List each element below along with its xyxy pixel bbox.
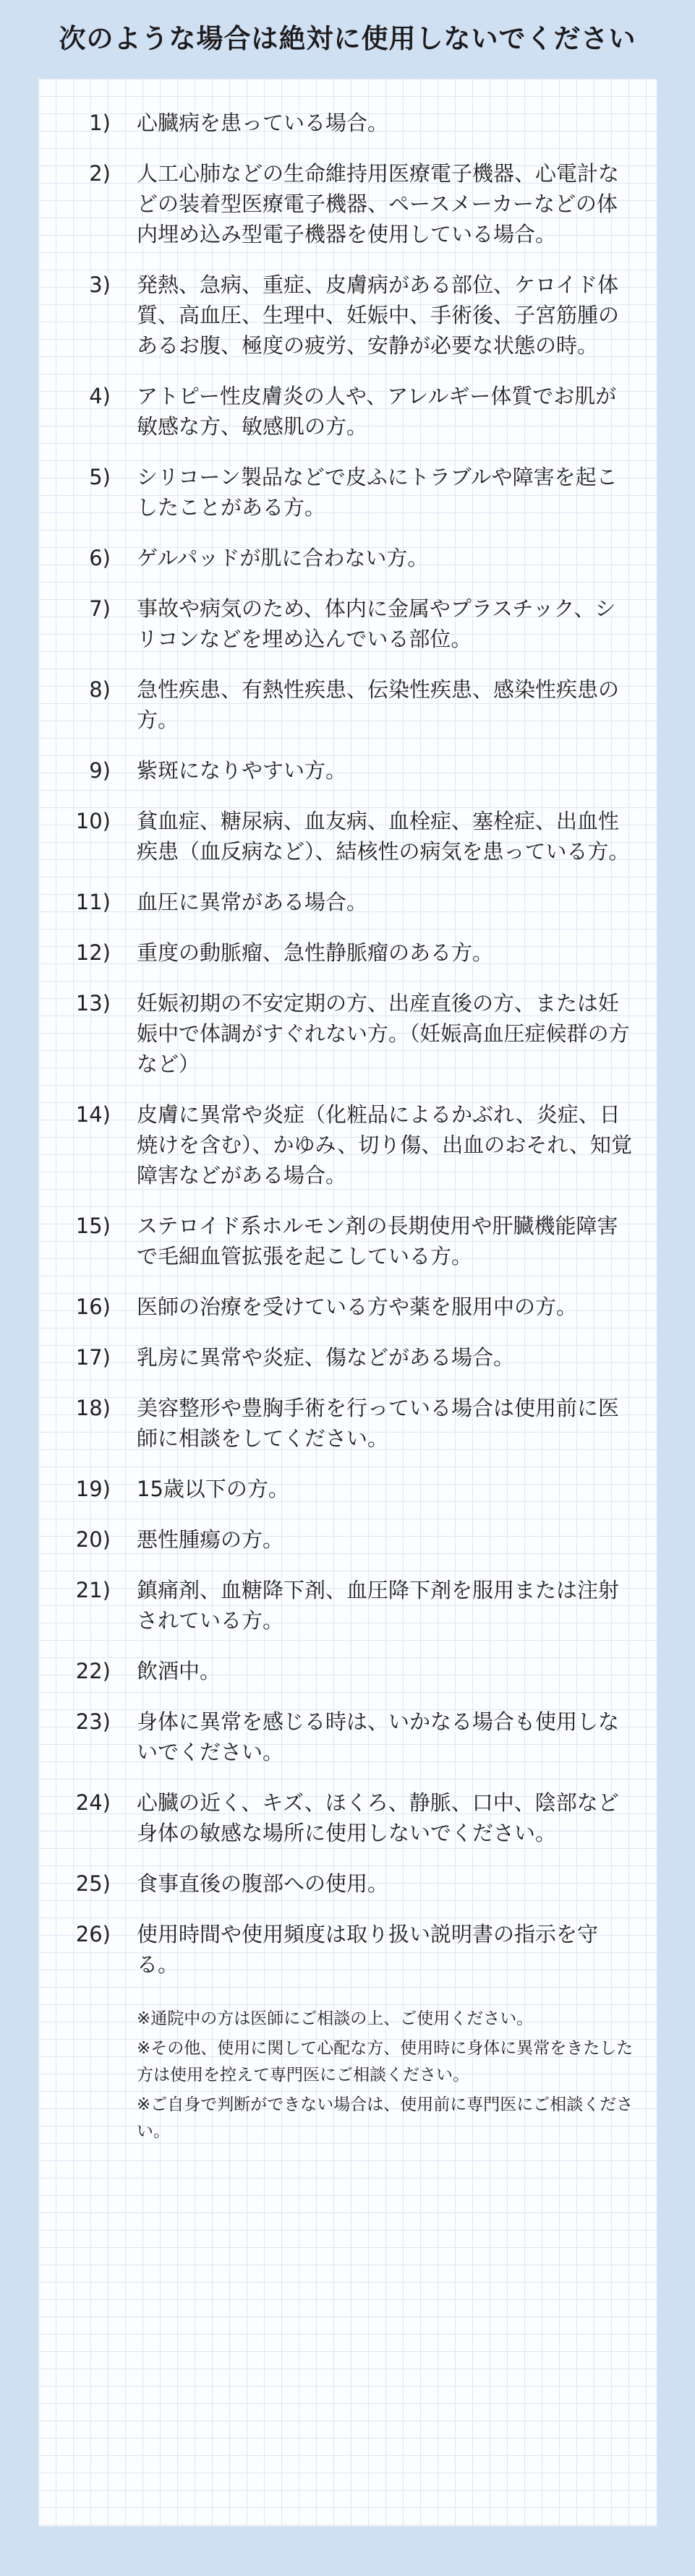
item-number: 1) (89, 111, 111, 135)
note: ※ご自身で判断ができない場合は、使用前に専門医にご相談ください。 (137, 2095, 634, 2141)
list-item (59, 887, 635, 917)
note: ※その他、使用に関して心配な方、使用時に身体に異常をきたした方は使用を控えて専門医にご相談ください。 (137, 2039, 634, 2085)
list-item (59, 270, 635, 361)
list-item (59, 543, 635, 573)
list-item (59, 1524, 635, 1555)
item-number: 9) (89, 758, 111, 783)
list-item (59, 988, 635, 1079)
item-number: 13) (75, 991, 111, 1016)
item-text: シリコーン製品などで皮ふにトラブルや障害を起こしたことがある方。 (137, 465, 618, 520)
item-text: 妊娠初期の不安定期の方、出産直後の方、または妊娠中で体調がすぐれない方。（妊娠高血圧症候群の方など） (137, 991, 630, 1076)
item-text: 紫斑になりやすい方。 (137, 758, 347, 783)
list-item (59, 937, 635, 968)
list-item (59, 593, 635, 654)
item-text: 心臓病を患っている場合。 (137, 111, 389, 135)
item-number: 19) (75, 1477, 111, 1501)
item-number: 12) (75, 940, 111, 965)
item-text: 血圧に異常がある場合。 (137, 890, 368, 914)
item-text: 15歳以下の方。 (137, 1477, 289, 1501)
item-number: 10) (75, 809, 111, 833)
note: ※通院中の方は医師にご相談の上、ご使用ください。 (137, 2009, 534, 2028)
item-number: 7) (89, 596, 111, 621)
contraindication-list (59, 108, 635, 1980)
list-item (59, 806, 635, 867)
item-text: アトピー性皮膚炎の人や、アレルギー体質でお肌が敏感な方、敏感肌の方。 (137, 384, 617, 439)
list-item (59, 674, 635, 735)
item-text: 人工心肺などの生命維持用医療電子機器、心電計などの装着型医療電子機器、ペースメーカーなどの体内埋め込み型電子機器を使用している場合。 (137, 161, 620, 246)
item-number: 22) (75, 1659, 111, 1683)
list-item (59, 108, 635, 138)
item-number: 3) (89, 272, 111, 297)
item-number: 26) (75, 1922, 111, 1946)
item-number: 23) (75, 1709, 111, 1734)
list-item (59, 1393, 635, 1454)
item-text: 食事直後の腹部への使用。 (137, 1871, 389, 1896)
list-item (59, 755, 635, 786)
item-text: 使用時間や使用頻度は取り扱い説明書の指示を守る。 (137, 1922, 599, 1977)
item-text: 事故や病気のため、体内に金属やプラスチック、シリコンなどを埋め込んでいる部位。 (137, 596, 616, 651)
item-number: 18) (75, 1396, 111, 1420)
list-item (59, 1656, 635, 1686)
item-text: 乳房に異常や炎症、傷などがある場合。 (137, 1345, 515, 1370)
page-title: 次のような場合は絶対に使用しないでください (59, 23, 636, 54)
list-item (59, 1342, 635, 1373)
list-item (59, 1706, 635, 1767)
list-item (59, 1575, 635, 1636)
item-text: 美容整形や豊胸手術を行っている場合は使用前に医師に相談をしてください。 (137, 1396, 620, 1451)
list-item (59, 1868, 635, 1899)
item-text: ゲルパッドが肌に合わない方。 (137, 546, 429, 570)
item-number: 11) (75, 890, 111, 914)
item-text: ステロイド系ホルモン剤の長期使用や肝臓機能障害で毛細血管拡張を起こしている方。 (137, 1214, 618, 1268)
list-item (59, 1474, 635, 1504)
item-text: 皮膚に異常や炎症（化粧品によるかぶれ、炎症、日焼けを含む）、かゆみ、切り傷、出血のおそれ、知覚障害などがある場合。 (137, 1102, 632, 1188)
item-text: 医師の治療を受けている方や薬を服用中の方。 (137, 1295, 578, 1319)
list-item (59, 1211, 635, 1271)
item-text: 悪性腫瘍の方。 (137, 1527, 284, 1552)
item-number: 25) (75, 1871, 111, 1896)
item-number: 17) (75, 1345, 111, 1370)
item-number: 20) (75, 1527, 111, 1552)
list-item (59, 1292, 635, 1322)
item-number: 2) (89, 161, 111, 186)
item-number: 8) (89, 677, 111, 702)
list-item (59, 158, 635, 249)
list-item (59, 1099, 635, 1190)
notes (137, 2006, 635, 2145)
item-number: 4) (89, 384, 111, 408)
item-number: 24) (75, 1790, 111, 1815)
item-text: 身体に異常を感じる時は、いかなる場合も使用しないでください。 (137, 1709, 620, 1764)
item-text: 心臓の近く、キズ、ほくろ、静脈、口中、陰部など身体の敏感な場所に使用しないでください。 (137, 1790, 619, 1845)
list-item (59, 1919, 635, 1980)
item-text: 鎮痛剤、血糖降下剤、血圧降下剤を服用または注射されている方。 (137, 1578, 620, 1633)
item-text: 重度の動脈瘤、急性静脈瘤のある方。 (137, 940, 494, 965)
item-number: 15) (75, 1214, 111, 1238)
item-number: 5) (89, 465, 111, 489)
item-text: 急性疾患、有熱性疾患、伝染性疾患、感染性疾患の方。 (137, 677, 620, 732)
list-item (59, 1787, 635, 1848)
list-item (59, 462, 635, 523)
warning-panel (38, 78, 657, 2527)
item-number: 16) (75, 1295, 111, 1319)
item-number: 21) (75, 1578, 111, 1602)
item-number: 6) (89, 546, 111, 570)
item-text: 飲酒中。 (137, 1659, 221, 1683)
item-text: 発熱、急病、重症、皮膚病がある部位、ケロイド体質、高血圧、生理中、妊娠中、手術後、子宮筋腫のあるお腹、極度の疲労、安静が必要な状態の時。 (137, 272, 620, 358)
item-text: 貧血症、糖尿病、血友病、血栓症、塞栓症、出血性疾患（血反病など）、結核性の病気を患っている方。 (137, 809, 630, 864)
list-item (59, 381, 635, 442)
item-number: 14) (75, 1102, 111, 1127)
